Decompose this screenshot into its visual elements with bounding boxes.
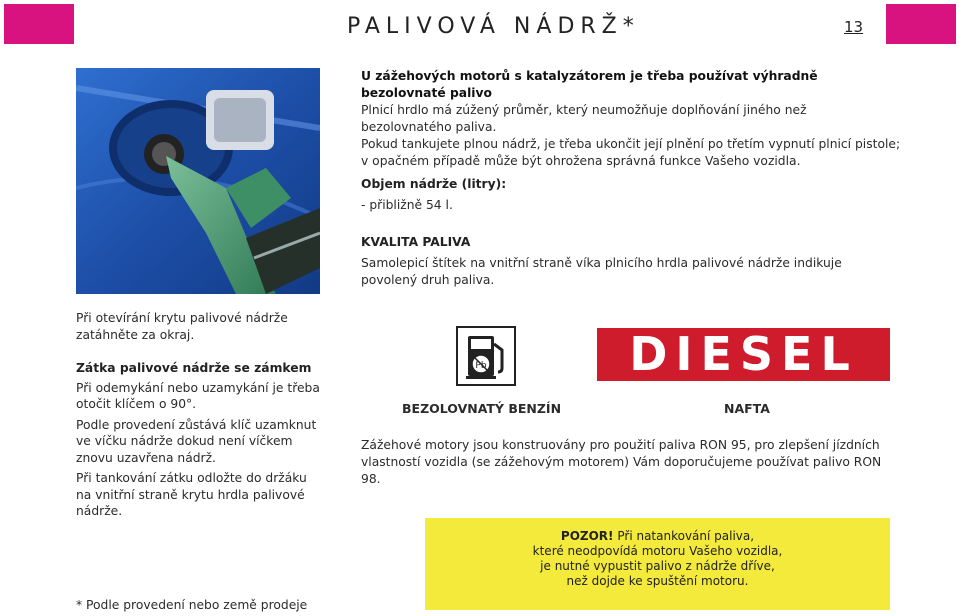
page-number: 13 bbox=[844, 18, 864, 36]
corner-tab-left bbox=[4, 4, 74, 44]
locking-cap-heading: Zátka palivové nádrže se zámkem bbox=[76, 361, 312, 375]
filling-instructions-text: Pokud tankujete plnou nádrž, je třeba ukončit její plnění po třetím vypnutí plnicí pistole; v opačném případě může být ohrožena správná funkce Vašeho vozidla. bbox=[361, 137, 901, 168]
page-title: PALIVOVÁ NÁDRŽ* bbox=[347, 14, 640, 39]
fuel-cap-section bbox=[76, 310, 324, 520]
corner-tab-right bbox=[886, 4, 956, 44]
filler-neck-text: Plnicí hrdlo má zúžený průměr, který neumožňuje doplňování jiného než bezolovnatého paliva. bbox=[361, 103, 807, 134]
locking-cap-text-3: Při tankování zátku odložte do držáku na vnitřní straně krytu hrdla palivové nádrže. bbox=[76, 471, 307, 518]
warning-line-4: než dojde ke spuštění motoru. bbox=[566, 574, 749, 588]
fuel-quality-heading: KVALITA PALIVA bbox=[361, 235, 471, 249]
locking-cap-text-2: Podle provedení zůstává klíč uzamknut ve víčku nádrže dokud není víčkem znovu uzavřena nádrž. bbox=[76, 417, 317, 465]
warning-box bbox=[425, 518, 890, 610]
unleaded-petrol-label: BEZOLOVNATÝ BENZÍN bbox=[402, 401, 562, 416]
warning-line-3: je nutné vypustit palivo z nádrže dříve, bbox=[540, 559, 775, 573]
unleaded-heading: U zážehových motorů s katalyzátorem je třeba používat výhradně bezolovnaté palivo bbox=[361, 69, 818, 100]
tank-volume-value: - přibližně 54 l. bbox=[361, 198, 453, 212]
ron-recommendation-text: Zážehové motory jsou konstruovány pro použití paliva RON 95, pro zlepšení jízdních vlastností vozidla (se zážehovým motorem) Vám doporučujeme používat palivo RON 98. bbox=[361, 438, 882, 486]
opening-cover-text: Při otevírání krytu palivové nádrže zatáhněte za okraj. bbox=[76, 311, 288, 342]
diesel-sign: DIESEL bbox=[597, 328, 890, 381]
fuel-filler-photo bbox=[76, 68, 320, 294]
fuel-quality-text: Samolepicí štítek na vnitřní straně víka plnicího hrdla palivové nádrže indikuje povolený druh paliva. bbox=[361, 256, 842, 287]
warning-line-1: Při natankování paliva, bbox=[617, 529, 755, 543]
diesel-label: NAFTA bbox=[724, 401, 770, 416]
fuel-quality-section bbox=[361, 234, 901, 289]
svg-text:Pb: Pb bbox=[475, 361, 487, 371]
footnote: * Podle provedení nebo země prodeje bbox=[76, 598, 308, 612]
fuel-info-section bbox=[361, 68, 901, 214]
warning-line-2: které neodpovídá motoru Vašeho vozidla, bbox=[532, 544, 783, 558]
warning-title: POZOR! bbox=[560, 529, 614, 543]
unleaded-fuel-pump-icon bbox=[456, 326, 516, 386]
tank-volume-heading: Objem nádrže (litry): bbox=[361, 177, 507, 191]
locking-cap-text-1: Při odemykání nebo uzamykání je třeba otočit klíčem o 90°. bbox=[76, 380, 320, 411]
